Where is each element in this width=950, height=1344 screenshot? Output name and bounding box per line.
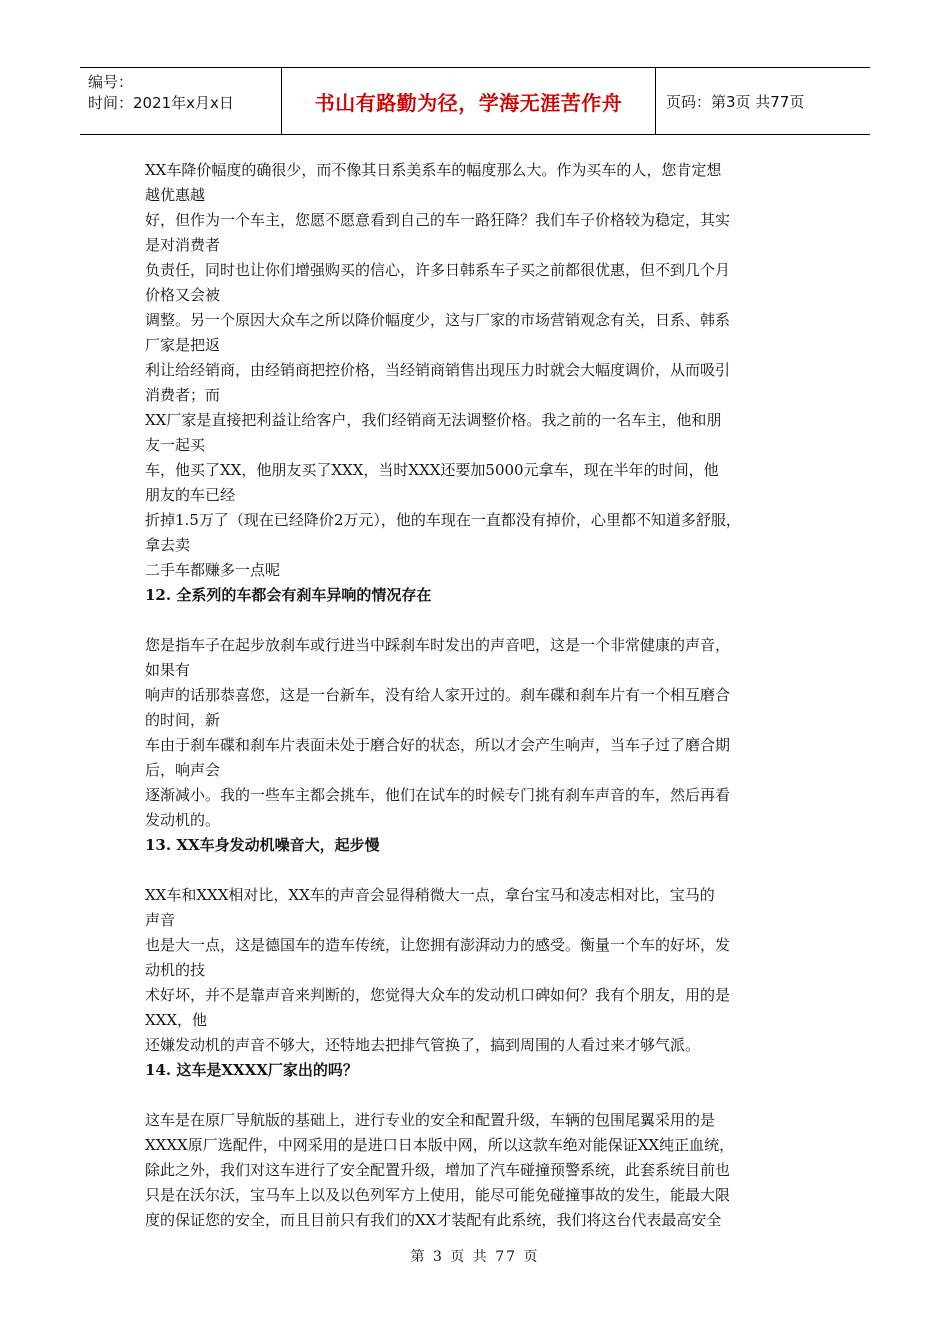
text-line: XXXX原厂选配件，中网采用的是进口日本版中网，所以这款车绝对能保证XX纯正血统， [145,1136,735,1154]
text-line: 逐渐减小。我的一些车主都会挑车，他们在试车的时候专门挑有刹车声音的车，然后再看 [145,786,731,804]
section-heading-14: 14. 这车是XXXX厂家出的吗？ [145,1061,358,1079]
text-line: 除此之外，我们对这车进行了安全配置升级，增加了汽车碰撞预警系统，此套系统目前也 [145,1161,731,1179]
text-line: 友一起买 [145,436,206,454]
text-line: XX车和XXX相对比，XX车的声音会显得稍微大一点，拿台宝马和凌志相对比，宝马的 [145,886,715,904]
text-line: 拿去卖 [145,536,191,554]
text-line: 价格又会被 [145,286,221,304]
blank-line [145,858,815,883]
text-line: 声音 [145,911,176,929]
text-line: 如果有 [145,661,191,679]
text-line: 消费者；而 [145,386,221,404]
text-line: 车由于刹车碟和刹车片表面未处于磨合好的状态，所以才会产生响声，当车子过了磨合期 [145,736,731,754]
text-line: XX厂家是直接把利益让给客户，我们经销商无法调整价格。我之前的一名车主，他和朋 [145,411,722,429]
header-page-info: 页码：第3页 共77页 [666,92,805,111]
text-line: 的时间，新 [145,711,221,729]
header-page-cell [656,68,870,134]
text-line: 也是大一点，这是德国车的造车传统，让您拥有澎湃动力的感受。衡量一个车的好坏，发 [145,936,731,954]
text-line: 这车是在原厂导航版的基础上，进行专业的安全和配置升级，车辆的包围尾翼采用的是 [145,1111,716,1129]
text-line: 您是指车子在起步放刹车或行进当中踩刹车时发出的声音吧，这是一个非常健康的声音， [145,636,731,654]
text-line: 还嫌发动机的声音不够大，还特地去把排气管换了，搞到周围的人看过来才够气派。 [145,1036,701,1054]
text-line: 术好坏，并不是靠声音来判断的，您觉得大众车的发动机口碑如何？我有个朋友，用的是 [145,986,731,1004]
text-line: XX车降价幅度的确很少，而不像其日系美系车的幅度那么大。作为买车的人，您肯定想 [145,161,722,179]
text-line: 发动机的。 [145,811,221,829]
paragraph-brake-noise [145,633,815,833]
section-heading-13: 13. XX车身发动机噪音大，起步慢 [145,836,380,854]
text-line: 利让给经销商，由经销商把控价格，当经销商销售出现压力时就会大幅度调价，从而吸引 [145,361,731,379]
blank-line [145,1083,815,1108]
text-line: 好，但作为一个车主，您愿不愿意看到自己的车一路狂降？我们车子价格较为稳定，其实 [145,211,731,229]
paragraph-engine-noise [145,883,815,1058]
text-line: 厂家是把返 [145,336,221,354]
text-line: 车，他买了XX，他朋友买了XXX，当时XXX还要加5000元拿车，现在半年的时间，他 [145,461,719,479]
section-heading-12: 12. 全系列的车都会有刹车异响的情况存在 [145,586,432,604]
text-line: XXX，他 [145,1011,208,1029]
header-meta-cell [80,68,282,134]
text-line: 度的保证您的安全，而且目前只有我们的XX才装配有此系统，我们将这台代表最高安全 [145,1211,722,1229]
document-date: 时间：2021年x月x日 [88,94,234,112]
text-line: 调整。另一个原因大众车之所以降价幅度少，这与厂家的市场营销观念有关，日系、韩系 [145,311,731,329]
text-line: 折掉1.5万了（现在已经降价2万元），他的车现在一直都没有掉价，心里都不知道多舒服， [145,511,741,529]
paragraph-manufacturer [145,1108,815,1233]
footer-page-number: 第 3 页 共 77 页 [410,1249,540,1265]
page-footer [0,1246,950,1266]
document-number-label: 编号： [88,73,134,91]
text-line: 只是在沃尔沃，宝马车上以及以色列军方上使用，能尽可能免碰撞事故的发生，能最大限 [145,1186,731,1204]
paragraph-price-drop [145,158,815,583]
document-body [145,158,815,1233]
header-motto-cell [282,68,656,134]
text-line: 后，响声会 [145,761,221,779]
text-line: 响声的话那恭喜您，这是一台新车，没有给人家开过的。刹车碟和刹车片有一个相互磨合 [145,686,731,704]
text-line: 负责任，同时也让你们增强购买的信心，许多日韩系车子买之前都很优惠，但不到几个月 [145,261,731,279]
text-line: 二手车都赚多一点呢 [145,561,281,579]
header-motto: 书山有路勤为径，学海无涯苦作舟 [314,90,623,115]
document-header [80,67,870,135]
text-line: 朋友的车已经 [145,486,236,504]
text-line: 越优惠越 [145,186,206,204]
blank-line [145,608,815,633]
text-line: 是对消费者 [145,236,221,254]
text-line: 动机的技 [145,961,206,979]
